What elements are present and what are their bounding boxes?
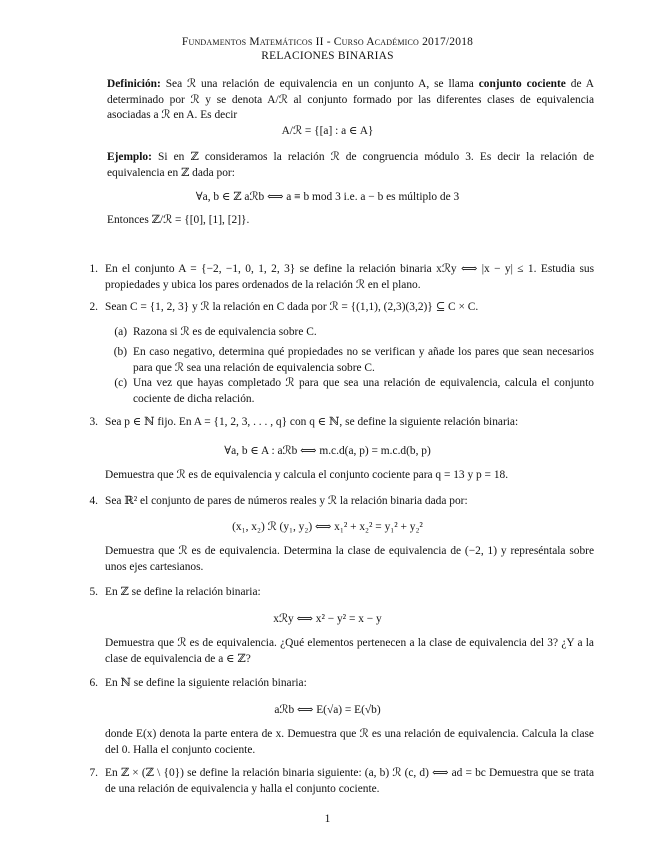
exercise-5-formula: xℛy ⟺ x² − y² = x − y: [273, 613, 382, 625]
exercise-number: 4.: [89, 495, 98, 507]
definition-bold-term: conjunto cociente: [478, 78, 566, 90]
exercise-number: 2.: [89, 301, 98, 313]
course-header: Fundamentos Matemáticos II - Curso Académico 2017/2018: [181, 36, 474, 48]
definition-paragraph: [107, 77, 594, 124]
exercise-1-text: En el conjunto A = {−2, −1, 0, 1, 2, 3} se define la relación binaria xℛy ⟺ |x − y| ≤ 1. Estudia sus propiedades y ubica los pares ordenados de la relación ℛ en el plano.: [105, 263, 594, 291]
example-label: Ejemplo:: [107, 151, 152, 163]
example-conclusion: Entonces ℤ/ℛ = {[0], [1], [2]}.: [107, 214, 250, 226]
exercise-3-text: Sea p ∈ ℕ fijo. En A = {1, 2, 3, . . . , q} con q ∈ ℕ, se define la siguiente relación binaria:: [105, 416, 519, 428]
exercise-4-after: Demuestra que ℛ es de equivalencia. Determina la clase de equivalencia de (−2, 1) y represéntala sobre unos ejes cartesianos.: [105, 545, 594, 573]
example-formula: ∀a, b ∈ ℤ aℛb ⟺ a ≡ b mod 3 i.e. a − b es múltiplo de 3: [195, 191, 460, 203]
definition-label: Definición:: [107, 78, 161, 90]
exercise-number: 6.: [89, 677, 98, 689]
exercise-3-after: Demuestra que ℛ es de equivalencia y calcula el conjunto cociente para q = 13 y p = 18.: [105, 469, 509, 481]
exercise-6-formula: aℛb ⟺ E(√a) = E(√b): [274, 704, 381, 716]
exercise-5-after: Demuestra que ℛ es de equivalencia. ¿Qué elementos pertenecen a la clase de equivalencia del 3? ¿Y a la clase de equivalencia de a ∈ ℤ?: [105, 637, 594, 665]
exercise-2-text: Sean C = {1, 2, 3} y ℛ la relación en C dada por ℛ = {(1,1), (2,3)(3,2)} ⊆ C × C.: [105, 301, 479, 313]
definition-text-2: de A determinado por ℛ y se denota A/ℛ al conjunto formado por las diferentes clases de equivalencia asociadas a ℛ en A. Es decir: [107, 78, 594, 122]
exercise-2c-text: Una vez que hayas completado ℛ para que sea una relación de equivalencia, calcula el conjunto cociente de dicha relación.: [133, 377, 594, 405]
example-paragraph: [107, 150, 594, 181]
exercise-number: 7.: [89, 767, 98, 779]
exercise-2a-text: Razona si ℛ es de equivalencia sobre C.: [133, 326, 317, 338]
subpart-label: (b): [113, 346, 127, 358]
document-title: RELACIONES BINARIAS: [261, 50, 394, 62]
exercise-number: 5.: [89, 586, 98, 598]
exercise-7-text: En ℤ × (ℤ \ {0}) se define la relación binaria siguiente: (a, b) ℛ (c, d) ⟺ ad = bc Demuestra que se trata de una relación de equivalencia y halla el conjunto cociente.: [105, 767, 594, 795]
page-number: 1: [324, 813, 331, 825]
exercise-4-formula: (x₁, x₂) ℛ (y₁, y₂) ⟺ x₁² + x₂² = y₁² + y₂²: [232, 521, 423, 533]
exercise-6-after: donde E(x) denota la parte entera de x. Demuestra que ℛ es una relación de equivalencia. Calcula la clase del 0. Halla el conjunto cociente.: [105, 728, 594, 756]
exercise-number: 1.: [89, 263, 98, 275]
subpart-label: (c): [114, 377, 127, 389]
exercise-number: 3.: [89, 416, 98, 428]
exercise-3-formula: ∀a, b ∈ A : aℛb ⟺ m.c.d(a, p) = m.c.d(b, p): [224, 445, 431, 457]
exercise-2b-text: En caso negativo, determina qué propiedades no se verifican y añade los pares que sean necesarios para que ℛ sea una relación de equivalencia sobre C.: [133, 346, 594, 374]
definition-formula: A/ℛ = {[a] : a ∈ A}: [281, 125, 374, 137]
exercise-6-text: En ℕ se define la siguiente relación binaria:: [105, 677, 307, 689]
definition-text-1: Sea ℛ una relación de equivalencia en un conjunto A, se llama: [165, 78, 474, 90]
subpart-label: (a): [114, 326, 127, 338]
exercise-4-text: Sea ℝ² el conjunto de pares de números reales y ℛ la relación binaria dada por:: [105, 495, 468, 507]
example-text: Si en ℤ consideramos la relación ℛ de congruencia módulo 3. Es decir la relación de equivalencia en ℤ dada por:: [107, 151, 594, 179]
exercise-5-text: En ℤ se define la relación binaria:: [105, 586, 261, 598]
